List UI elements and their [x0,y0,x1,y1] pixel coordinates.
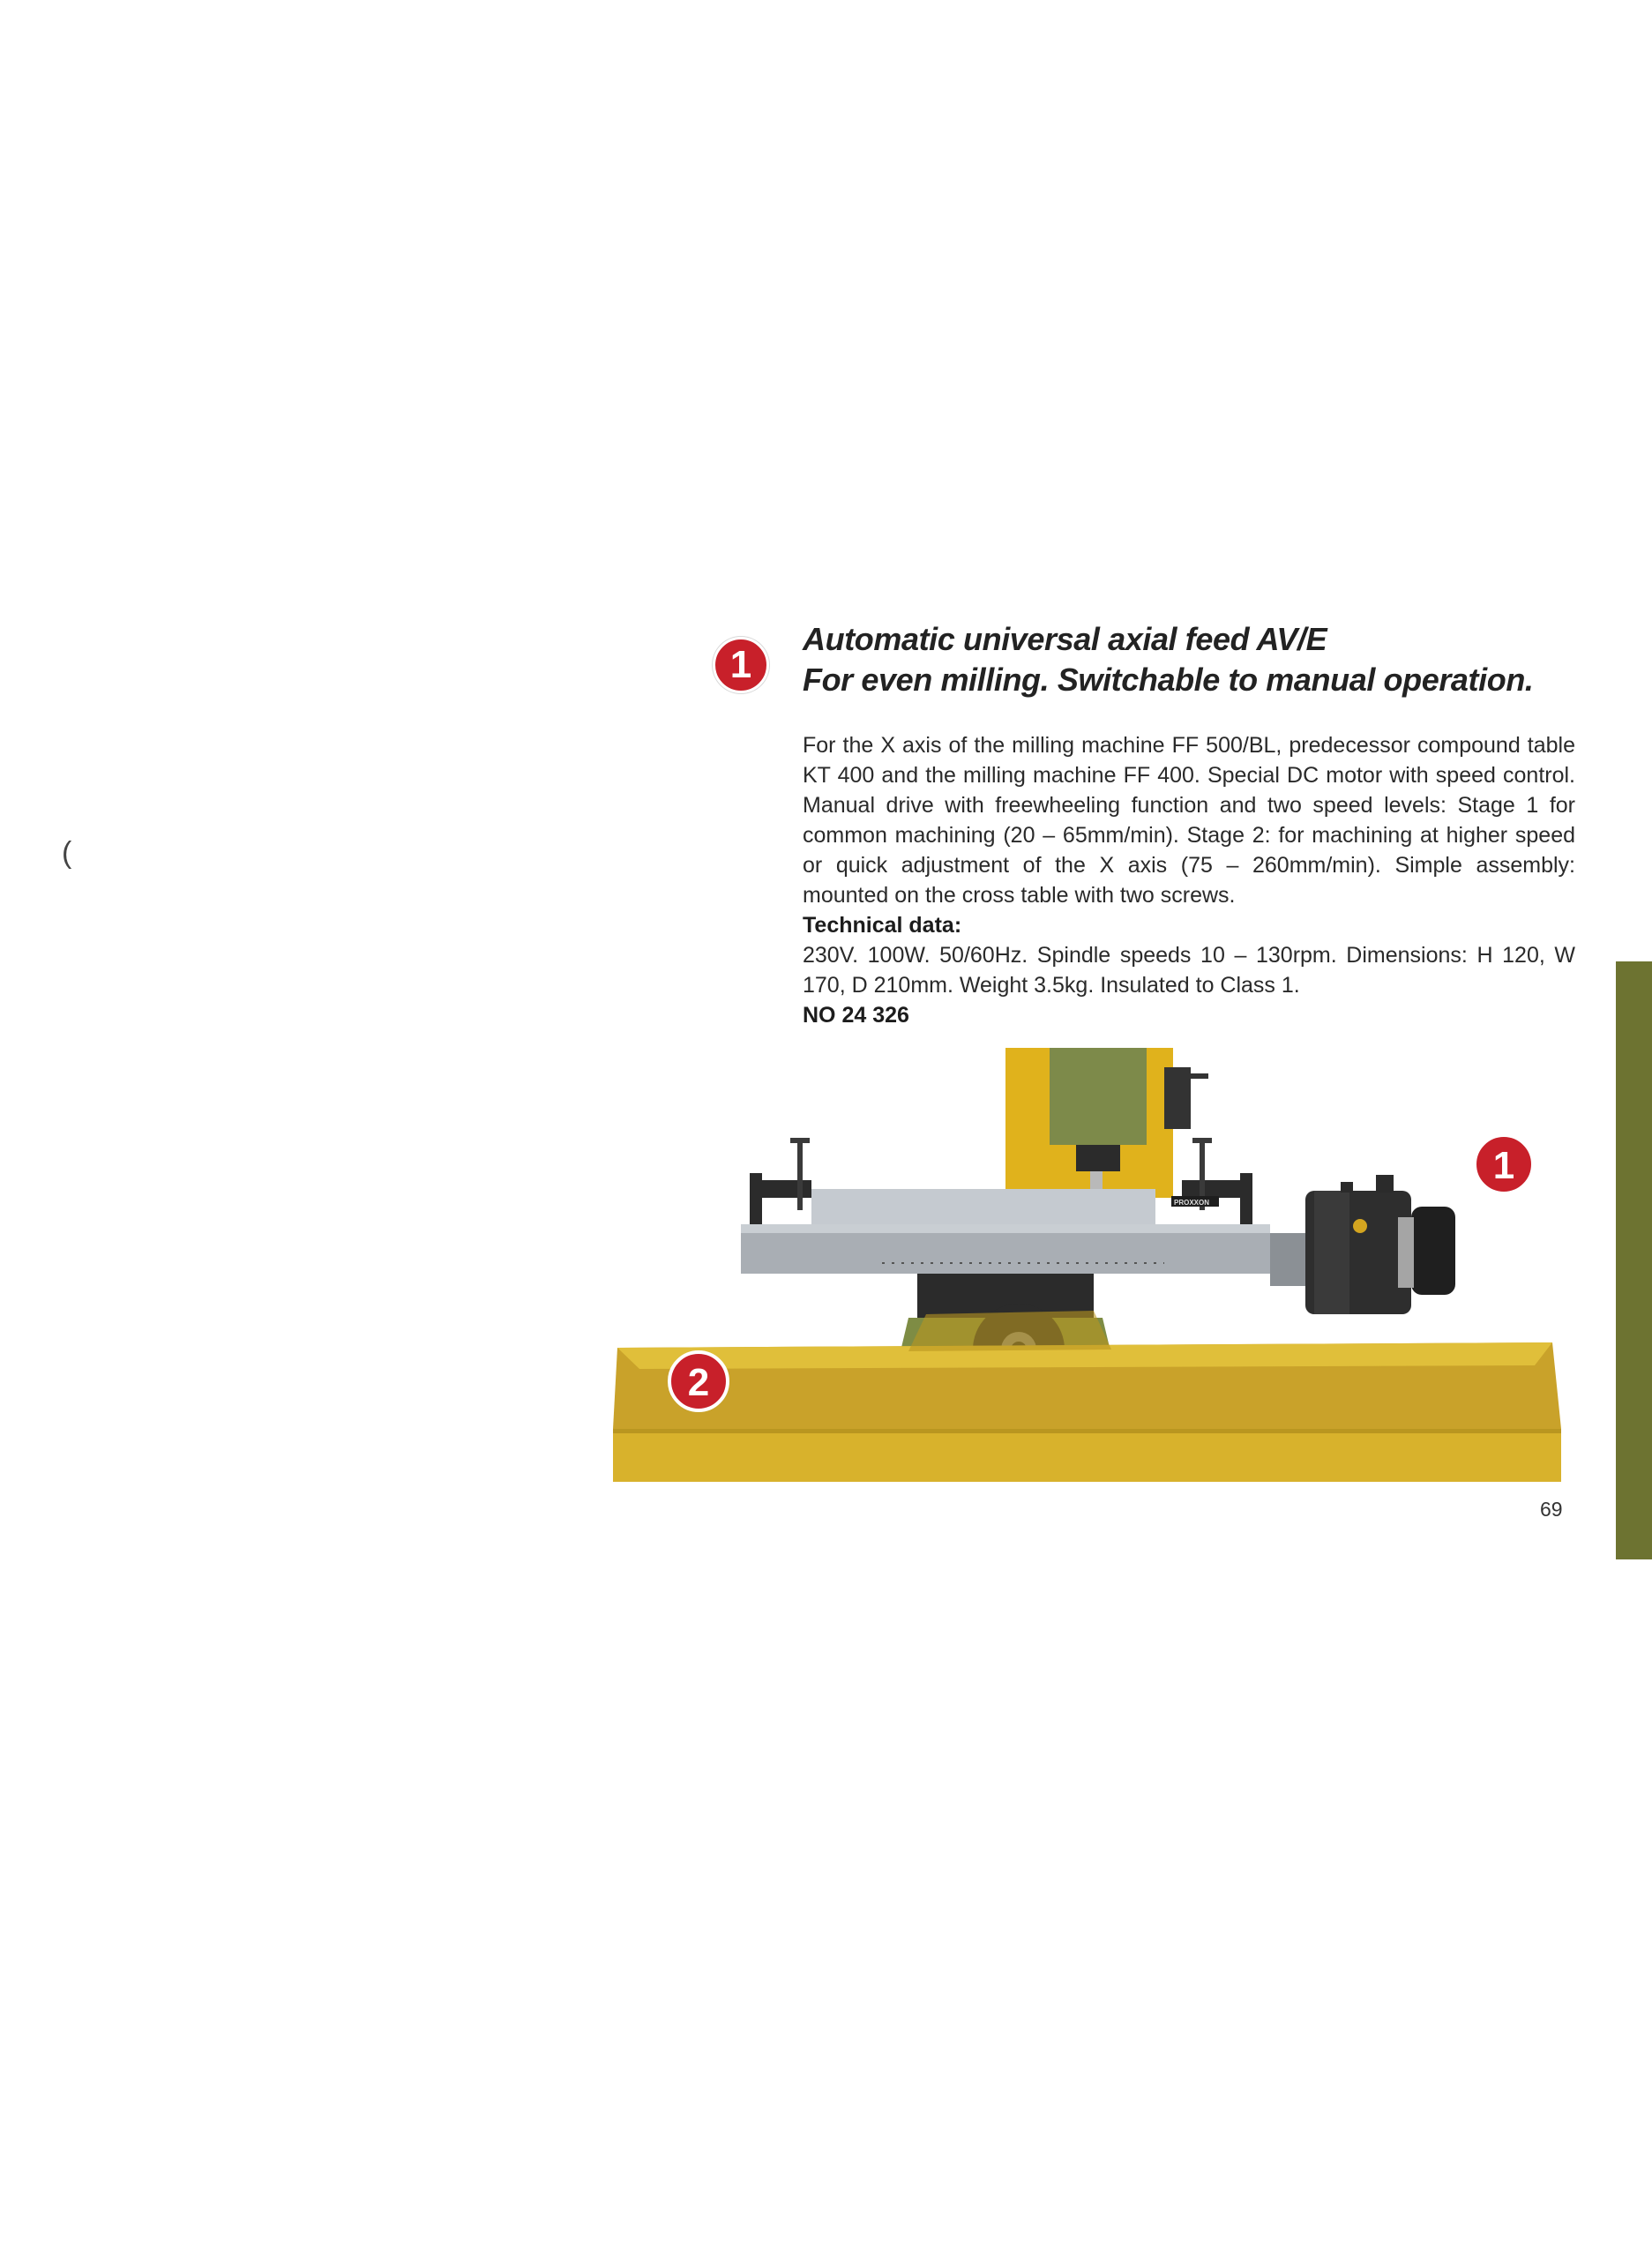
workpiece [811,1189,1155,1224]
product-description: For the X axis of the milling machine FF 500/BL, predecessor compound table KT 400 and the milling machine FF 400. Special DC motor with speed control. Manual drive with freewheeling function and two speed levels: Stage 1 for common machining (20 – 65mm/min). Stage 2: for machining at higher speed or quick adjustment of the X axis (75 – 260mm/min). Simple assembly: mounted on the cross table with two screws. [803,733,1575,908]
product-title: Automatic universal axial feed AV/E [803,621,1327,657]
milling-machine-illustration [600,1041,1588,1499]
page-number: 69 [1540,1498,1563,1521]
product-description-block [803,730,1575,1030]
axial-feed-unit [1270,1175,1455,1314]
machine-head [1050,1048,1147,1145]
chip-tray [613,1311,1561,1482]
product-photo [600,1041,1588,1499]
clamp-left [750,1138,811,1226]
product-subtitle: For even milling. Switchable to manual operation. [803,662,1534,698]
order-number: NO 24 326 [803,1003,909,1028]
clamp-right [1171,1138,1252,1226]
section-number-badge: 1 [713,637,769,693]
callout-2-badge [669,1352,728,1410]
head-handle [1164,1067,1191,1129]
technical-data-text: 230V. 100W. 50/60Hz. Spindle speeds 10 – 130rpm. Dimensions: H 120, W 170, D 210mm. Weight 3.5kg. Insulated to Class 1. [803,943,1575,998]
technical-data-heading: Technical data: [803,913,962,938]
brand-label: PROXXON [1174,1199,1210,1207]
callout-2-label: 2 [687,1361,710,1404]
section-color-tab [1616,961,1652,1559]
callout-1-badge [1475,1135,1533,1193]
product-heading [803,619,1596,700]
spindle-chuck [1076,1145,1120,1171]
callout-1-label: 1 [1492,1144,1515,1187]
stray-mark: ( [62,836,72,870]
